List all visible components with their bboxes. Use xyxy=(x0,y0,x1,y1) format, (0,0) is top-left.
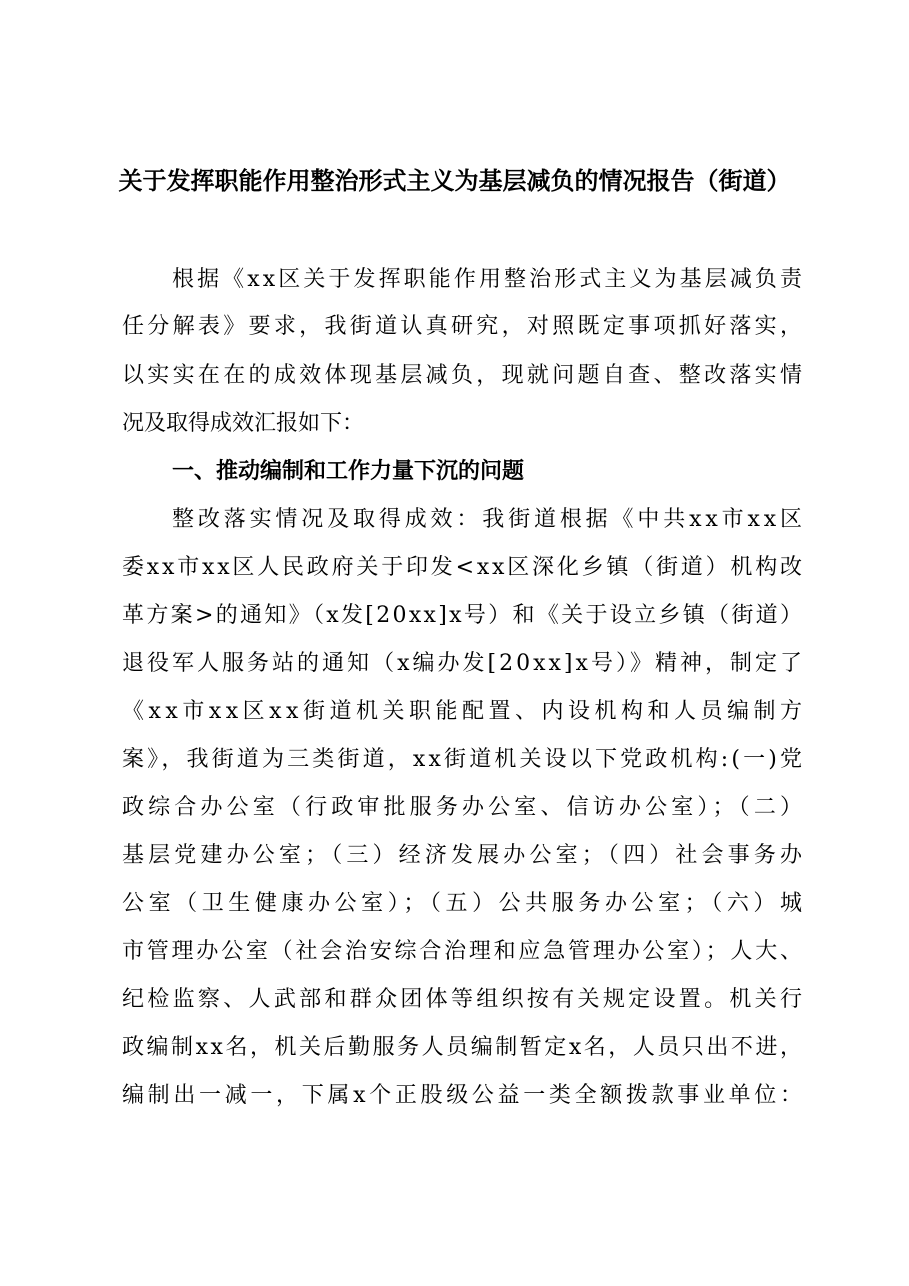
section-1-line-8: 基层党建办公室；（三）经济发展办公室；（四）社会事务办 xyxy=(122,843,807,868)
section-1-line-13: 编制出一减一，下属x个正股级公益一类全额拨款事业单位： xyxy=(122,1083,806,1108)
section-1-line-7: 政综合办公室（行政审批服务办公室、信访办公室）；（二） xyxy=(122,795,807,820)
intro-line-4: 况及取得成效汇报如下： xyxy=(122,411,365,436)
intro-line-2: 任分解表》要求，我街道认真研究，对照既定事项抓好落实， xyxy=(122,314,806,339)
section-1-line-9: 公室（卫生健康办公室）；（五）公共服务办公室；（六）城 xyxy=(122,891,807,916)
section-1-line-6: 案》，我街道为三类街道，xx街道机关设以下党政机构:(一)党 xyxy=(122,747,806,772)
section-1-line-11: 纪检监察、人武部和群众团体等组织按有关规定设置。机关行 xyxy=(122,987,806,1012)
section-1-line-12: 政编制xx名，机关后勤服务人员编制暂定x名，人员只出不进， xyxy=(122,1035,805,1060)
section-1-line-3: 革方案>的通知》（x发[20xx]x号）和《关于设立乡镇（街道） xyxy=(122,603,805,628)
section-1-line-1: 整改落实情况及取得成效：我街道根据《中共xx市xx区 xyxy=(172,507,806,532)
section-1-line-2: 委xx市xx区人民政府关于印发<xx区深化乡镇（街道）机构改 xyxy=(122,555,805,580)
section-1-line-5: 《xx市xx区xx街道机关职能配置、内设机构和人员编制方 xyxy=(122,699,807,724)
intro-line-1: 根据《xx区关于发挥职能作用整治形式主义为基层减负责 xyxy=(172,267,806,292)
document-title: 关于发挥职能作用整治形式主义为基层减负的情况报告（街道） xyxy=(118,167,791,195)
section-1-heading: 一、推动编制和工作力量下沉的问题 xyxy=(172,459,525,484)
section-1-line-4: 退役军人服务站的通知（x编办发[20xx]x号）》精神，制定了 xyxy=(122,651,806,676)
intro-line-3: 以实实在在的成效体现基层减负，现就问题自查、整改落实情 xyxy=(122,363,806,388)
section-1-line-10: 市管理办公室（社会治安综合治理和应急管理办公室）；人大、 xyxy=(122,939,805,964)
